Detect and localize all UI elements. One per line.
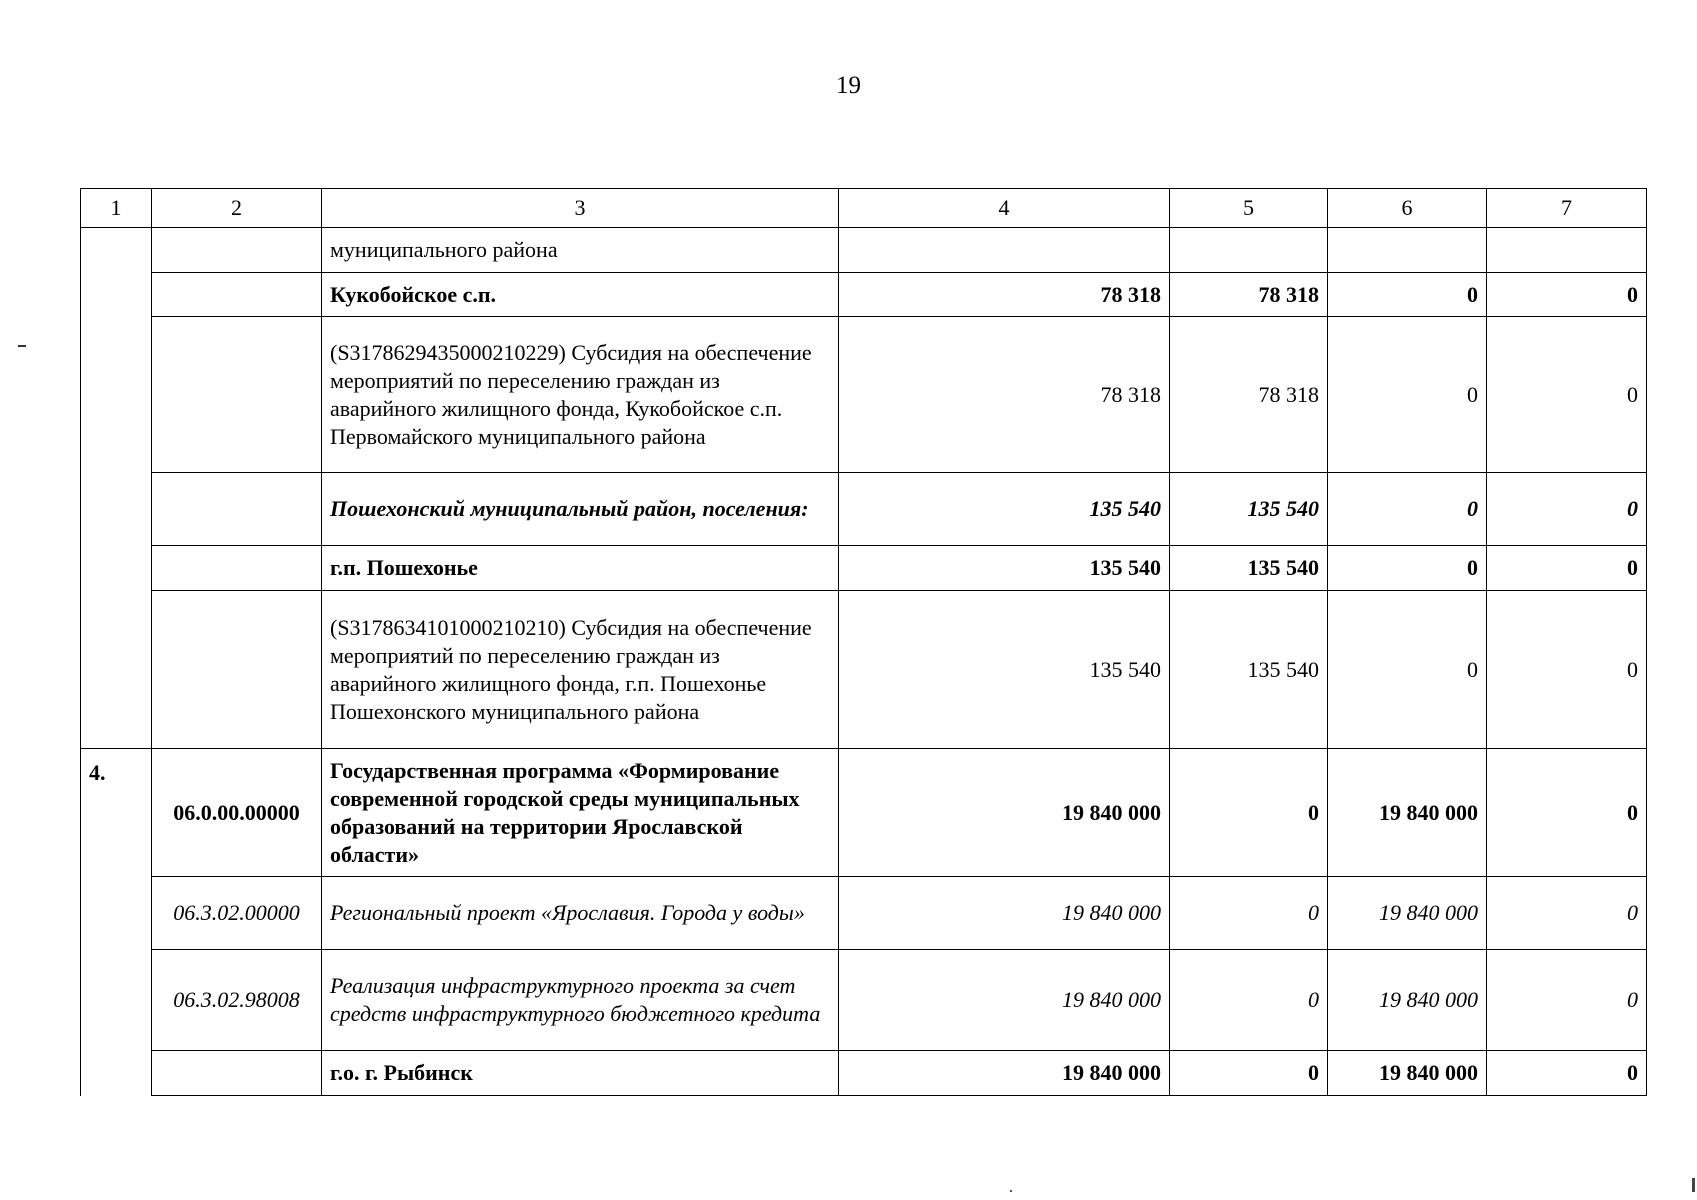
code-cell bbox=[152, 228, 322, 273]
value-cell-7: 0 bbox=[1487, 749, 1647, 877]
value-cell-5: 0 bbox=[1170, 877, 1328, 950]
code-cell: 06.0.00.00000 bbox=[152, 749, 322, 877]
row-number-cell bbox=[81, 950, 152, 1051]
name-cell: Реализация инфраструктурного проекта за счет средств инфраструктурного бюджетного кредита bbox=[322, 950, 839, 1051]
value-cell-6: 0 bbox=[1328, 317, 1487, 473]
value-cell-6: 0 bbox=[1328, 591, 1487, 749]
value-cell-6: 19 840 000 bbox=[1328, 749, 1487, 877]
value-cell-7: 0 bbox=[1487, 877, 1647, 950]
row-number-cell bbox=[81, 1051, 152, 1096]
column-header-4: 4 bbox=[839, 189, 1170, 228]
value-cell-7: 0 bbox=[1487, 317, 1647, 473]
table-row bbox=[81, 473, 1647, 546]
value-cell-5: 135 540 bbox=[1170, 546, 1328, 591]
page-number: 19 bbox=[836, 72, 861, 99]
header-row bbox=[81, 189, 1647, 228]
table-row bbox=[81, 877, 1647, 950]
table-row bbox=[81, 591, 1647, 749]
code-cell bbox=[152, 273, 322, 317]
value-cell-5: 0 bbox=[1170, 1051, 1328, 1096]
budget-table-container bbox=[80, 188, 1647, 1096]
name-cell: Региональный проект «Ярославия. Города у воды» bbox=[322, 877, 839, 950]
table-row bbox=[81, 1051, 1647, 1096]
row-number-cell bbox=[81, 877, 152, 950]
value-cell-7 bbox=[1487, 228, 1647, 273]
value-cell-4: 78 318 bbox=[839, 273, 1170, 317]
value-cell-6 bbox=[1328, 228, 1487, 273]
name-cell: (S3178634101000210210) Субсидия на обеспечение мероприятий по переселению граждан из аварийного жилищного фонда, г.п. Пошехонье Пошехонского муниципального района bbox=[322, 591, 839, 749]
value-cell-4: 135 540 bbox=[839, 473, 1170, 546]
row-number-cell bbox=[81, 546, 152, 591]
code-cell: 06.3.02.98008 bbox=[152, 950, 322, 1051]
name-cell: (S3178629435000210229) Субсидия на обеспечение мероприятий по переселению граждан из аварийного жилищного фонда, Кукобойское с.п. Первомайского муниципального района bbox=[322, 317, 839, 473]
row-number-cell bbox=[81, 473, 152, 546]
table-row bbox=[81, 950, 1647, 1051]
scan-speck bbox=[18, 345, 26, 347]
column-header-7: 7 bbox=[1487, 189, 1647, 228]
column-header-5: 5 bbox=[1170, 189, 1328, 228]
row-number-cell bbox=[81, 317, 152, 473]
code-cell bbox=[152, 317, 322, 473]
value-cell-7: 0 bbox=[1487, 591, 1647, 749]
table-row bbox=[81, 228, 1647, 273]
name-cell: Кукобойское с.п. bbox=[322, 273, 839, 317]
value-cell-7: 0 bbox=[1487, 473, 1647, 546]
budget-table bbox=[80, 188, 1647, 1096]
value-cell-5: 78 318 bbox=[1170, 273, 1328, 317]
column-header-2: 2 bbox=[152, 189, 322, 228]
value-cell-4: 135 540 bbox=[839, 546, 1170, 591]
value-cell-5: 0 bbox=[1170, 950, 1328, 1051]
value-cell-7: 0 bbox=[1487, 273, 1647, 317]
column-header-1: 1 bbox=[81, 189, 152, 228]
row-number-cell: 4. bbox=[81, 749, 152, 877]
code-cell bbox=[152, 591, 322, 749]
value-cell-6: 0 bbox=[1328, 273, 1487, 317]
row-number-cell bbox=[81, 228, 152, 273]
value-cell-4: 19 840 000 bbox=[839, 877, 1170, 950]
value-cell-4: 78 318 bbox=[839, 317, 1170, 473]
table-row bbox=[81, 749, 1647, 877]
name-cell: Пошехонский муниципальный район, поселения: bbox=[322, 473, 839, 546]
code-cell bbox=[152, 1051, 322, 1096]
name-cell: Государственная программа «Формирование современной городской среды муниципальных образований на территории Ярославской области» bbox=[322, 749, 839, 877]
value-cell-5: 135 540 bbox=[1170, 473, 1328, 546]
name-cell: муниципального района bbox=[322, 228, 839, 273]
value-cell-6: 0 bbox=[1328, 546, 1487, 591]
value-cell-6: 19 840 000 bbox=[1328, 950, 1487, 1051]
value-cell-4 bbox=[839, 228, 1170, 273]
value-cell-6: 19 840 000 bbox=[1328, 1051, 1487, 1096]
value-cell-5: 135 540 bbox=[1170, 591, 1328, 749]
name-cell: г.о. г. Рыбинск bbox=[322, 1051, 839, 1096]
value-cell-7: 0 bbox=[1487, 1051, 1647, 1096]
row-number-cell bbox=[81, 591, 152, 749]
table-row bbox=[81, 546, 1647, 591]
value-cell-7: 0 bbox=[1487, 546, 1647, 591]
scan-edge-mark bbox=[1692, 1178, 1695, 1192]
code-cell bbox=[152, 546, 322, 591]
value-cell-5: 78 318 bbox=[1170, 317, 1328, 473]
name-cell: г.п. Пошехонье bbox=[322, 546, 839, 591]
column-header-3: 3 bbox=[322, 189, 839, 228]
value-cell-4: 135 540 bbox=[839, 591, 1170, 749]
value-cell-4: 19 840 000 bbox=[839, 749, 1170, 877]
value-cell-4: 19 840 000 bbox=[839, 950, 1170, 1051]
code-cell: 06.3.02.00000 bbox=[152, 877, 322, 950]
value-cell-7: 0 bbox=[1487, 950, 1647, 1051]
value-cell-4: 19 840 000 bbox=[839, 1051, 1170, 1096]
value-cell-6: 0 bbox=[1328, 473, 1487, 546]
value-cell-6: 19 840 000 bbox=[1328, 877, 1487, 950]
column-header-6: 6 bbox=[1328, 189, 1487, 228]
row-number-cell bbox=[81, 273, 152, 317]
value-cell-5 bbox=[1170, 228, 1328, 273]
value-cell-5: 0 bbox=[1170, 749, 1328, 877]
code-cell bbox=[152, 473, 322, 546]
table-row bbox=[81, 273, 1647, 317]
scan-speck bbox=[1010, 1190, 1012, 1192]
table-row bbox=[81, 317, 1647, 473]
